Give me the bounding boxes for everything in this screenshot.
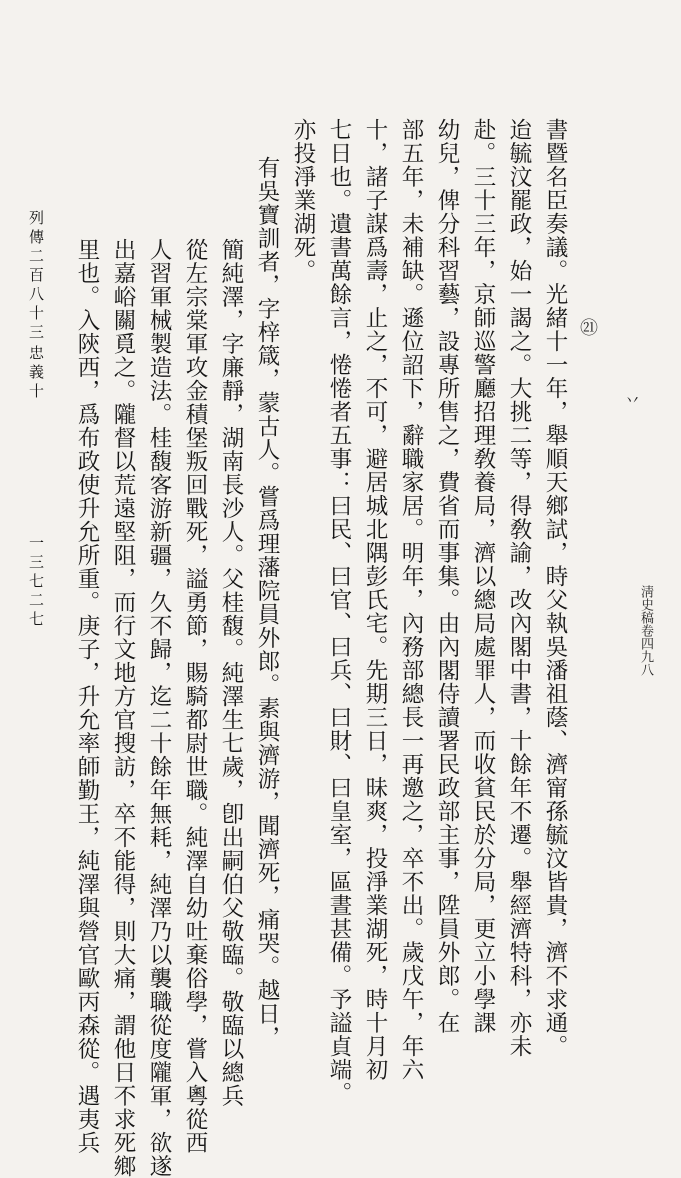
text-column-1: 書暨名臣奏議。光緒十一年，舉順天鄉試，時父執吳潘祖蔭、濟甯孫毓汶皆貴，濟不求通。 [542, 118, 568, 1058]
text-column-3: 赴。三十三年，京師巡警廳招理敎養局，濟以總局處罪人，而收貧民於分局，更立小學課 [470, 118, 496, 1035]
text-column-2: 迨毓汶罷政，始一謁之。大挑二等，得敎諭，改內閣中書，十餘年不遷。舉經濟特科，亦未 [506, 118, 532, 1058]
page-number: 一三七二七 [27, 535, 45, 630]
text-column-10: 簡純澤，字廉靜，湖南長沙人。父桂馥。純澤生七歲，卽出嗣伯父敬臨。敬臨以總兵 [218, 238, 244, 1108]
text-column-5: 部五年，未補缺。遜位詔下，辭職家居。明年，內務部總長一再邀之，卒不出。歲戊午，年六 [398, 118, 424, 1082]
text-column-6: 十，諸子謀爲壽，止之，不可，避居城北隅彭氏宅。先期三日，昧爽，投淨業湖死，時十月初 [362, 118, 388, 1082]
text-column-8: 亦投淨業湖死。 [290, 118, 316, 283]
text-column-7: 七日也。遺書萬餘言，惓惓者五事：曰民、曰官、曰兵、曰財、曰皇室，區晝甚備。予謚貞端。 [326, 118, 352, 1105]
footer-left: 列傳二百八十三 [27, 210, 45, 343]
text-column-12: 人習軍械製造法。桂馥客游新疆，久不歸，迄二十餘年無耗，純澤乃以襲職從度隴軍，欲遂 [146, 238, 172, 1178]
margin-circle-mark: ㉑ [577, 318, 598, 336]
text-column-4: 幼兒，俾分科習藝，設專所售之，費省而事集。由內閣侍讀署民政部主事，陞員外郎。在 [434, 118, 460, 1035]
text-column-13: 出嘉峪關覓之。隴督以荒遠堅阻，而行文地方官搜訪，卒不能得，則大痛，謂他日不求死鄉 [110, 238, 136, 1178]
margin-right-label: 淸史稿卷四九八 [638, 585, 653, 676]
margin-mark: 丷 [622, 392, 641, 408]
footer-section: 忠義十 [27, 345, 45, 402]
text-column-14: 里也。入陝西，爲布政使升允所重。庚子，升允率師勤王，純澤與營官歐丙森從。遇夷兵 [74, 238, 100, 1155]
text-column-9-indent: 有吳寶訓者，字梓箴，蒙古人。嘗爲理藩院員外郎。素與濟游，聞濟死，痛哭。越日， [254, 156, 280, 1049]
text-column-11: 從左宗棠軍攻金積堡叛回戰死，謚勇節，賜騎都尉世職。純澤自幼吐棄俗學，嘗入粵從西 [182, 238, 208, 1155]
